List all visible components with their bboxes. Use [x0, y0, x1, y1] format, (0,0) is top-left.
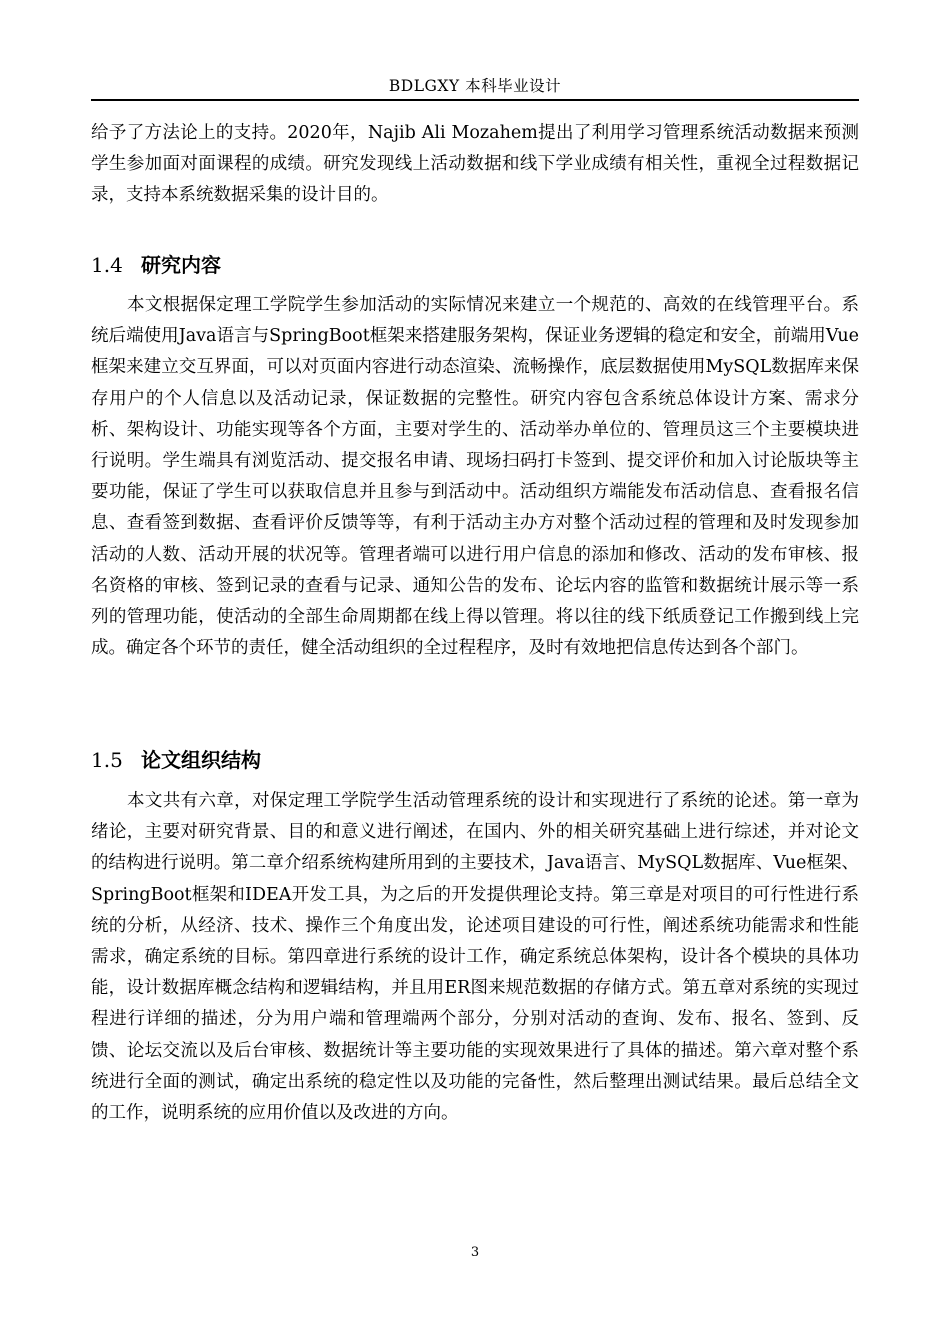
- section-heading-1-4: [91, 252, 859, 278]
- paragraph-intro-continuation: 给予了方法论上的支持。2020年，Najib Ali Mozahem提出了利用学习管理系统活动数据来预测学生参加面对面课程的成绩。研究发现线上活动数据和线下学业成绩有相关性，重视全过程数据记录，支持本系统数据采集的设计目的。: [91, 123, 859, 206]
- section-number: 1.5: [91, 748, 123, 772]
- running-header: BDLGXY 本科毕业设计: [388, 77, 562, 95]
- header-rule: [91, 99, 859, 101]
- section-title: 研究内容: [141, 253, 221, 277]
- section-number: 1.4: [91, 253, 123, 277]
- page-number: 3: [470, 1245, 480, 1260]
- paragraph-thesis-structure: 本文共有六章，对保定理工学院学生活动管理系统的设计和实现进行了系统的论述。第一章为绪论，主要对研究背景、目的和意义进行阐述，在国内、外的相关研究基础上进行综述，并对论文的结构进行说明。第二章介绍系统构建所用到的主要技术，Java语言、MySQL数据库、Vue框架、SpringBoot框架和IDEA开发工具，为之后的开发提供理论支持。第三章是对项目的可行性进行系统的分析，从经济、技术、操作三个角度出发，论述项目建设的可行性，阐述系统功能需求和性能需求，确定系统的目标。第四章进行系统的设计工作，确定系统总体架构，设计各个模块的具体功能，设计数据库概念结构和逻辑结构，并且用ER图来规范数据的存储方式。第五章对系统的实现过程进行详细的描述，分为用户端和管理端两个部分，分别对活动的查询、发布、报名、签到、反馈、论坛交流以及后台审核、数据统计等主要功能的实现效果进行了具体的描述。第六章对整个系统进行全面的测试，确定出系统的稳定性以及功能的完备性，然后整理出测试结果。最后总结全文的工作，说明系统的应用价值以及改进的方向。: [91, 791, 859, 1124]
- section-title: 论文组织结构: [141, 748, 261, 772]
- section-heading-1-5: [91, 747, 859, 773]
- paragraph-research-content: 本文根据保定理工学院学生参加活动的实际情况来建立一个规范的、高效的在线管理平台。系统后端使用Java语言与SpringBoot框架来搭建服务架构，保证业务逻辑的稳定和安全，前端用Vue框架来建立交互界面，可以对页面内容进行动态渲染、流畅操作，底层数据使用MySQL数据库来保存用户的个人信息以及活动记录，保证数据的完整性。研究内容包含系统总体设计方案、需求分析、架构设计、功能实现等各个方面，主要对学生的、活动举办单位的、管理员这三个主要模块进行说明。学生端具有浏览活动、提交报名申请、现场扫码打卡签到、提交评价和加入讨论版块等主要功能，保证了学生可以获取信息并且参与到活动中。活动组织方端能发布活动信息、查看报名信息、查看签到数据、查看评价反馈等等，有利于活动主办方对整个活动过程的管理和及时发现参加活动的人数、活动开展的状况等。管理者端可以进行用户信息的添加和修改、活动的发布审核、报名资格的审核、签到记录的查看与记录、通知公告的发布、论坛内容的监管和数据统计展示等一系列的管理功能，使活动的全部生命周期都在线上得以管理。将以往的线下纸质登记工作搬到线上完成。确定各个环节的责任，健全活动组织的全过程程序，及时有效地把信息传达到各个部门。: [91, 295, 859, 659]
